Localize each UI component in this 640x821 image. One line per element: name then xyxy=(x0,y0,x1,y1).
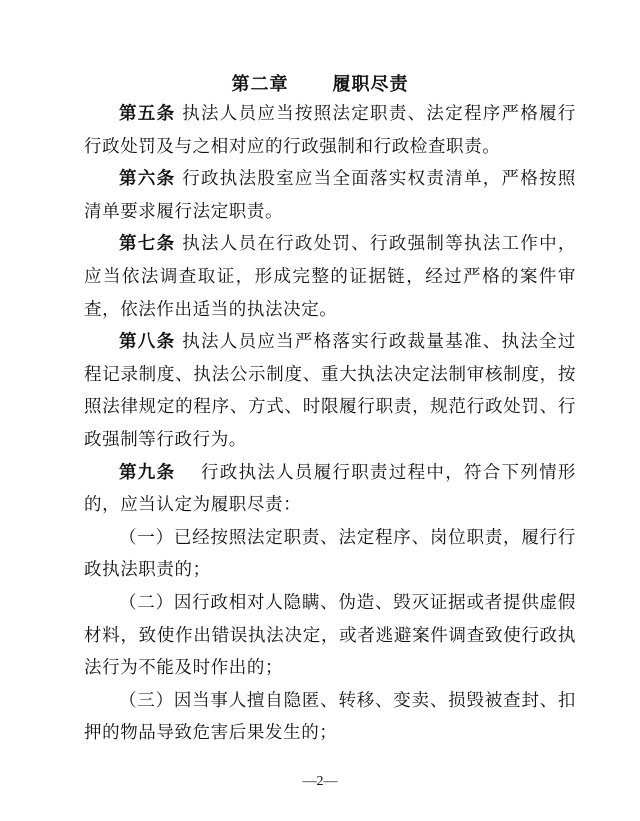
list-item-1 xyxy=(84,522,576,587)
chapter-title: 履职尽责 xyxy=(332,74,409,95)
article-9 xyxy=(84,457,576,522)
list-item-text: （三）因当事人擅自隐匿、转移、变卖、损毁被查封、扣押的物品导致危害后果发生的； xyxy=(84,690,576,744)
article-text: 行政执法人员履行职责过程中，符合下列情形的，应当认定为履职尽责： xyxy=(84,462,576,516)
article-text: 行政执法股室应当全面落实权责清单，严格按照清单要求履行法定职责。 xyxy=(84,169,576,222)
article-label: 第六条 xyxy=(119,169,176,190)
article-label: 第八条 xyxy=(119,332,176,353)
article-label: 第五条 xyxy=(119,104,176,124)
chapter-number: 第二章 xyxy=(231,74,289,95)
article-7 xyxy=(84,228,576,326)
article-text: 执法人员应当按照法定职责、法定程序严格履行行政处罚及与之相对应的行政强制和行政检查职责。 xyxy=(84,104,576,157)
list-item-text: （一）已经按照法定职责、法定程序、岗位职责，履行行政执法职责的； xyxy=(84,527,576,581)
article-6 xyxy=(84,163,576,228)
document-body xyxy=(84,98,576,750)
article-label: 第七条 xyxy=(119,234,176,255)
article-8 xyxy=(84,326,576,456)
list-item-3 xyxy=(84,685,576,750)
article-label: 第九条 xyxy=(119,462,176,483)
article-text: 执法人员应当严格落实行政裁量基准、执法全过程记录制度、执法公示制度、重大执法决定法制审核制度，按照法律规定的程序、方式、时限履行职责，规范行政处罚、行政强制等行政行为。 xyxy=(84,332,576,450)
list-item-text: （二）因行政相对人隐瞒、伪造、毁灭证据或者提供虚假材料，致使作出错误执法决定，或者逃避案件调查致使行政执法行为不能及时作出的； xyxy=(84,592,576,679)
list-item-2 xyxy=(84,587,576,685)
page-number: —2— xyxy=(302,774,338,789)
article-5 xyxy=(84,98,576,163)
chapter-heading xyxy=(0,70,640,96)
article-text: 执法人员在行政处罚、行政强制等执法工作中，应当依法调查取证，形成完整的证据链，经过严格的案件审查，依法作出适当的执法决定。 xyxy=(84,234,576,320)
